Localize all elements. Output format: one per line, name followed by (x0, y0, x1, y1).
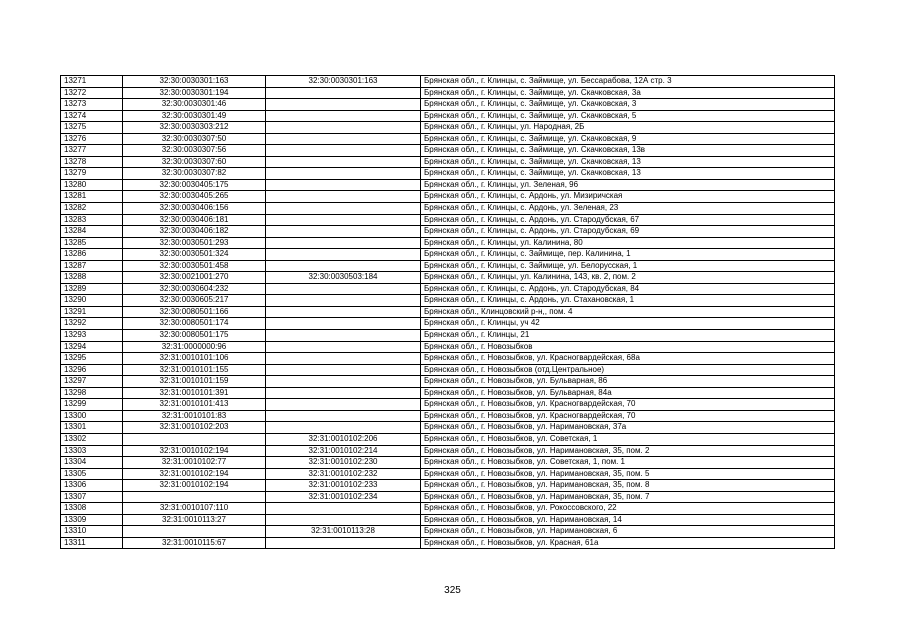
table-row (61, 260, 835, 272)
table-row (61, 341, 835, 353)
cell-cadastral-number: 32:30:0030604:232 (123, 283, 266, 295)
cell-address: Брянская обл., г. Клинцы, с. Займище, ул. Скачковская, 9 (421, 133, 835, 145)
cell-cadastral-number: 32:30:0030406:182 (123, 226, 266, 238)
cell-record-number: 13286 (61, 249, 123, 261)
cell-related-cadastral-number (266, 387, 421, 399)
cell-address: Брянская обл., г. Клинцы, с. Займище, ул. Скачковская, 13в (421, 145, 835, 157)
cell-related-cadastral-number (266, 237, 421, 249)
cell-related-cadastral-number (266, 353, 421, 365)
cell-record-number: 13308 (61, 503, 123, 515)
cell-related-cadastral-number (266, 203, 421, 215)
cell-related-cadastral-number: 32:31:0010102:230 (266, 457, 421, 469)
table-row (61, 364, 835, 376)
cell-address: Брянская обл., г. Новозыбков, ул. Бульварная, 84а (421, 387, 835, 399)
cell-record-number: 13289 (61, 283, 123, 295)
cell-address: Брянская обл., г. Клинцы, ул. Народная, 2Б (421, 122, 835, 134)
table-row (61, 272, 835, 284)
table-row (61, 283, 835, 295)
cell-related-cadastral-number (266, 330, 421, 342)
cell-related-cadastral-number: 32:31:0010102:232 (266, 468, 421, 480)
cell-address: Брянская обл., г. Клинцы, с. Займище, пер. Калинина, 1 (421, 249, 835, 261)
cell-address: Брянская обл., г. Новозыбков, ул. Наримановская, 37а (421, 422, 835, 434)
cell-cadastral-number: 32:30:0030307:82 (123, 168, 266, 180)
cell-address: Брянская обл., г. Новозыбков (отд.Центральное) (421, 364, 835, 376)
table-row (61, 353, 835, 365)
cell-related-cadastral-number (266, 306, 421, 318)
cell-address: Брянская обл., г. Новозыбков, ул. Красногвардейская, 70 (421, 399, 835, 411)
cell-cadastral-number (123, 433, 266, 445)
cell-cadastral-number: 32:30:0030301:49 (123, 110, 266, 122)
cell-related-cadastral-number (266, 145, 421, 157)
cell-record-number: 13299 (61, 399, 123, 411)
cell-related-cadastral-number (266, 226, 421, 238)
cell-address: Брянская обл., г. Клинцы, с. Займище, ул. Скачковская, 13 (421, 168, 835, 180)
cell-address: Брянская обл., г. Клинцы, ул. Калинина, 80 (421, 237, 835, 249)
cell-address: Брянская обл., г. Новозыбков, ул. Бульварная, 86 (421, 376, 835, 388)
cell-cadastral-number: 32:30:0030307:50 (123, 133, 266, 145)
cell-record-number: 13311 (61, 537, 123, 549)
cell-address: Брянская обл., г. Новозыбков, ул. Наримановская, 6 (421, 526, 835, 538)
page-number: 325 (444, 585, 461, 596)
table-row (61, 122, 835, 134)
table-row (61, 433, 835, 445)
table-row (61, 133, 835, 145)
cell-address: Брянская обл., г. Новозыбков, ул. Красногвардейская, 68а (421, 353, 835, 365)
cell-related-cadastral-number: 32:31:0010102:206 (266, 433, 421, 445)
cell-cadastral-number: 32:30:0030405:265 (123, 191, 266, 203)
table-row (61, 457, 835, 469)
cell-address: Брянская обл., г. Клинцы, 21 (421, 330, 835, 342)
cell-related-cadastral-number (266, 514, 421, 526)
cell-address: Брянская обл., г. Новозыбков, ул. Наримановская, 35, пом. 8 (421, 480, 835, 492)
cell-cadastral-number: 32:31:0010107:110 (123, 503, 266, 515)
cell-related-cadastral-number: 32:31:0010102:234 (266, 491, 421, 503)
cell-related-cadastral-number (266, 110, 421, 122)
cell-cadastral-number: 32:30:0030301:163 (123, 76, 266, 88)
table-row (61, 99, 835, 111)
table-row (61, 203, 835, 215)
cell-cadastral-number: 32:31:0000000:96 (123, 341, 266, 353)
cell-record-number: 13277 (61, 145, 123, 157)
cell-record-number: 13296 (61, 364, 123, 376)
cell-record-number: 13272 (61, 87, 123, 99)
registry-table-body (61, 76, 835, 549)
cell-address: Брянская обл., г. Клинцы, с. Ардонь, ул. Зеленая, 23 (421, 203, 835, 215)
cell-related-cadastral-number (266, 122, 421, 134)
cell-related-cadastral-number (266, 191, 421, 203)
table-row (61, 214, 835, 226)
cell-related-cadastral-number (266, 341, 421, 353)
table-row (61, 145, 835, 157)
cell-cadastral-number (123, 526, 266, 538)
cell-cadastral-number: 32:30:0030501:458 (123, 260, 266, 272)
cell-record-number: 13307 (61, 491, 123, 503)
cell-cadastral-number: 32:30:0030405:175 (123, 179, 266, 191)
cell-record-number: 13300 (61, 410, 123, 422)
cell-record-number: 13309 (61, 514, 123, 526)
cell-address: Брянская обл., г. Клинцы, ул. Калинина, 143, кв. 2, пом. 2 (421, 272, 835, 284)
table-row (61, 249, 835, 261)
cell-record-number: 13283 (61, 214, 123, 226)
cell-address: Брянская обл., г. Клинцы, с. Займище, ул. Скачковская, 5 (421, 110, 835, 122)
table-row (61, 318, 835, 330)
cell-address: Брянская обл., г. Новозыбков, ул. Советская, 1 (421, 433, 835, 445)
cell-record-number: 13293 (61, 330, 123, 342)
cell-record-number: 13290 (61, 295, 123, 307)
cell-related-cadastral-number (266, 156, 421, 168)
cell-address: Брянская обл., г. Клинцы, ул. Зеленая, 96 (421, 179, 835, 191)
cell-cadastral-number: 32:31:0010102:194 (123, 468, 266, 480)
cell-record-number: 13295 (61, 353, 123, 365)
table-row (61, 156, 835, 168)
cell-related-cadastral-number (266, 283, 421, 295)
cell-related-cadastral-number: 32:31:0010102:214 (266, 445, 421, 457)
cell-address: Брянская обл., г. Клинцы, с. Ардонь, ул. Мизиричская (421, 191, 835, 203)
cell-related-cadastral-number (266, 214, 421, 226)
cell-address: Брянская обл., г. Новозыбков, ул. Советская, 1, пом. 1 (421, 457, 835, 469)
cell-related-cadastral-number (266, 503, 421, 515)
table-row (61, 480, 835, 492)
cell-address: Брянская обл., г. Новозыбков, ул. Красногвардейская, 70 (421, 410, 835, 422)
cell-address: Брянская обл., г. Клинцы, с. Ардонь, ул. Стародубская, 67 (421, 214, 835, 226)
cell-cadastral-number: 32:31:0010113:27 (123, 514, 266, 526)
cell-cadastral-number: 32:31:0010101:83 (123, 410, 266, 422)
cell-cadastral-number: 32:30:0030301:194 (123, 87, 266, 99)
cell-record-number: 13273 (61, 99, 123, 111)
cell-record-number: 13304 (61, 457, 123, 469)
table-row (61, 110, 835, 122)
cell-cadastral-number: 32:30:0030501:293 (123, 237, 266, 249)
table-row (61, 87, 835, 99)
cell-address: Брянская обл., г. Клинцы, с. Ардонь, ул. Стародубская, 84 (421, 283, 835, 295)
cell-related-cadastral-number (266, 99, 421, 111)
cell-record-number: 13310 (61, 526, 123, 538)
cell-address: Брянская обл., г. Клинцы, с. Займище, ул. Скачковская, 3а (421, 87, 835, 99)
table-row (61, 399, 835, 411)
cell-related-cadastral-number (266, 179, 421, 191)
cell-cadastral-number: 32:31:0010101:413 (123, 399, 266, 411)
table-row (61, 226, 835, 238)
cell-record-number: 13274 (61, 110, 123, 122)
cell-related-cadastral-number (266, 133, 421, 145)
cell-record-number: 13298 (61, 387, 123, 399)
table-row (61, 410, 835, 422)
table-row (61, 330, 835, 342)
cell-address: Брянская обл., г. Клинцы, с. Займище, ул. Скачковская, 3 (421, 99, 835, 111)
cell-cadastral-number: 32:31:0010101:155 (123, 364, 266, 376)
cell-address: Брянская обл., г. Новозыбков, ул. Наримановская, 14 (421, 514, 835, 526)
cell-cadastral-number: 32:30:0030605:217 (123, 295, 266, 307)
cell-record-number: 13278 (61, 156, 123, 168)
table-row (61, 468, 835, 480)
cell-record-number: 13275 (61, 122, 123, 134)
cell-address: Брянская обл., г. Новозыбков (421, 341, 835, 353)
cell-address: Брянская обл., г. Клинцы, с. Ардонь, ул. Стародубская, 69 (421, 226, 835, 238)
cell-record-number: 13282 (61, 203, 123, 215)
registry-sheet (60, 75, 834, 549)
cell-cadastral-number: 32:30:0030301:46 (123, 99, 266, 111)
table-row (61, 306, 835, 318)
cell-address: Брянская обл., г. Клинцы, с. Займище, ул. Белорусская, 1 (421, 260, 835, 272)
table-row (61, 237, 835, 249)
table-row (61, 503, 835, 515)
cell-address: Брянская обл., г. Клинцы, с. Займище, ул. Бессарабова, 12А стр. 3 (421, 76, 835, 88)
cell-record-number: 13280 (61, 179, 123, 191)
cell-record-number: 13306 (61, 480, 123, 492)
cell-record-number: 13285 (61, 237, 123, 249)
cell-cadastral-number: 32:30:0030501:324 (123, 249, 266, 261)
table-row (61, 491, 835, 503)
table-row (61, 179, 835, 191)
registry-table (60, 75, 835, 549)
cell-cadastral-number: 32:31:0010101:391 (123, 387, 266, 399)
cell-record-number: 13287 (61, 260, 123, 272)
cell-record-number: 13292 (61, 318, 123, 330)
cell-related-cadastral-number: 32:30:0030301:163 (266, 76, 421, 88)
cell-cadastral-number (123, 491, 266, 503)
cell-related-cadastral-number (266, 399, 421, 411)
cell-record-number: 13305 (61, 468, 123, 480)
cell-cadastral-number: 32:30:0030406:156 (123, 203, 266, 215)
cell-address: Брянская обл., г. Клинцы, уч 42 (421, 318, 835, 330)
cell-related-cadastral-number (266, 295, 421, 307)
cell-cadastral-number: 32:31:0010115:67 (123, 537, 266, 549)
cell-related-cadastral-number (266, 249, 421, 261)
table-row (61, 526, 835, 538)
cell-related-cadastral-number: 32:30:0030503:184 (266, 272, 421, 284)
cell-address: Брянская обл., г. Клинцы, с. Ардонь, ул. Стахановская, 1 (421, 295, 835, 307)
cell-address: Брянская обл., г. Новозыбков, ул. Красная, 61а (421, 537, 835, 549)
cell-record-number: 13294 (61, 341, 123, 353)
cell-address: Брянская обл., г. Новозыбков, ул. Наримановская, 35, пом. 5 (421, 468, 835, 480)
cell-record-number: 13271 (61, 76, 123, 88)
cell-cadastral-number: 32:31:0010102:194 (123, 480, 266, 492)
cell-record-number: 13291 (61, 306, 123, 318)
table-row (61, 168, 835, 180)
cell-cadastral-number: 32:30:0030406:181 (123, 214, 266, 226)
table-row (61, 422, 835, 434)
cell-record-number: 13301 (61, 422, 123, 434)
cell-cadastral-number: 32:31:0010101:106 (123, 353, 266, 365)
table-row (61, 387, 835, 399)
cell-cadastral-number: 32:30:0030303:212 (123, 122, 266, 134)
cell-related-cadastral-number: 32:31:0010102:233 (266, 480, 421, 492)
cell-address: Брянская обл., г. Новозыбков, ул. Наримановская, 35, пом. 7 (421, 491, 835, 503)
cell-cadastral-number: 32:30:0021001:270 (123, 272, 266, 284)
cell-related-cadastral-number (266, 376, 421, 388)
cell-related-cadastral-number (266, 260, 421, 272)
cell-cadastral-number: 32:31:0010102:194 (123, 445, 266, 457)
cell-record-number: 13276 (61, 133, 123, 145)
cell-related-cadastral-number (266, 537, 421, 549)
table-row (61, 191, 835, 203)
cell-record-number: 13284 (61, 226, 123, 238)
cell-related-cadastral-number (266, 422, 421, 434)
cell-record-number: 13279 (61, 168, 123, 180)
table-row (61, 537, 835, 549)
cell-address: Брянская обл., Клинцовский р-н,, пом. 4 (421, 306, 835, 318)
table-row (61, 514, 835, 526)
cell-cadastral-number: 32:31:0010101:159 (123, 376, 266, 388)
cell-record-number: 13297 (61, 376, 123, 388)
cell-record-number: 13303 (61, 445, 123, 457)
table-row (61, 376, 835, 388)
cell-record-number: 13281 (61, 191, 123, 203)
cell-address: Брянская обл., г. Новозыбков, ул. Наримановская, 35, пом. 2 (421, 445, 835, 457)
cell-record-number: 13302 (61, 433, 123, 445)
cell-related-cadastral-number (266, 318, 421, 330)
cell-related-cadastral-number (266, 87, 421, 99)
cell-cadastral-number: 32:31:0010102:203 (123, 422, 266, 434)
cell-cadastral-number: 32:30:0030307:60 (123, 156, 266, 168)
cell-address: Брянская обл., г. Новозыбков, ул. Рокоссовского, 22 (421, 503, 835, 515)
table-row (61, 76, 835, 88)
cell-cadastral-number: 32:30:0080501:175 (123, 330, 266, 342)
cell-related-cadastral-number (266, 410, 421, 422)
cell-cadastral-number: 32:30:0030307:56 (123, 145, 266, 157)
cell-record-number: 13288 (61, 272, 123, 284)
cell-address: Брянская обл., г. Клинцы, с. Займище, ул. Скачковская, 13 (421, 156, 835, 168)
cell-cadastral-number: 32:30:0080501:174 (123, 318, 266, 330)
cell-related-cadastral-number (266, 364, 421, 376)
table-row (61, 445, 835, 457)
cell-cadastral-number: 32:30:0080501:166 (123, 306, 266, 318)
table-row (61, 295, 835, 307)
cell-related-cadastral-number (266, 168, 421, 180)
cell-related-cadastral-number: 32:31:0010113:28 (266, 526, 421, 538)
cell-cadastral-number: 32:31:0010102:77 (123, 457, 266, 469)
